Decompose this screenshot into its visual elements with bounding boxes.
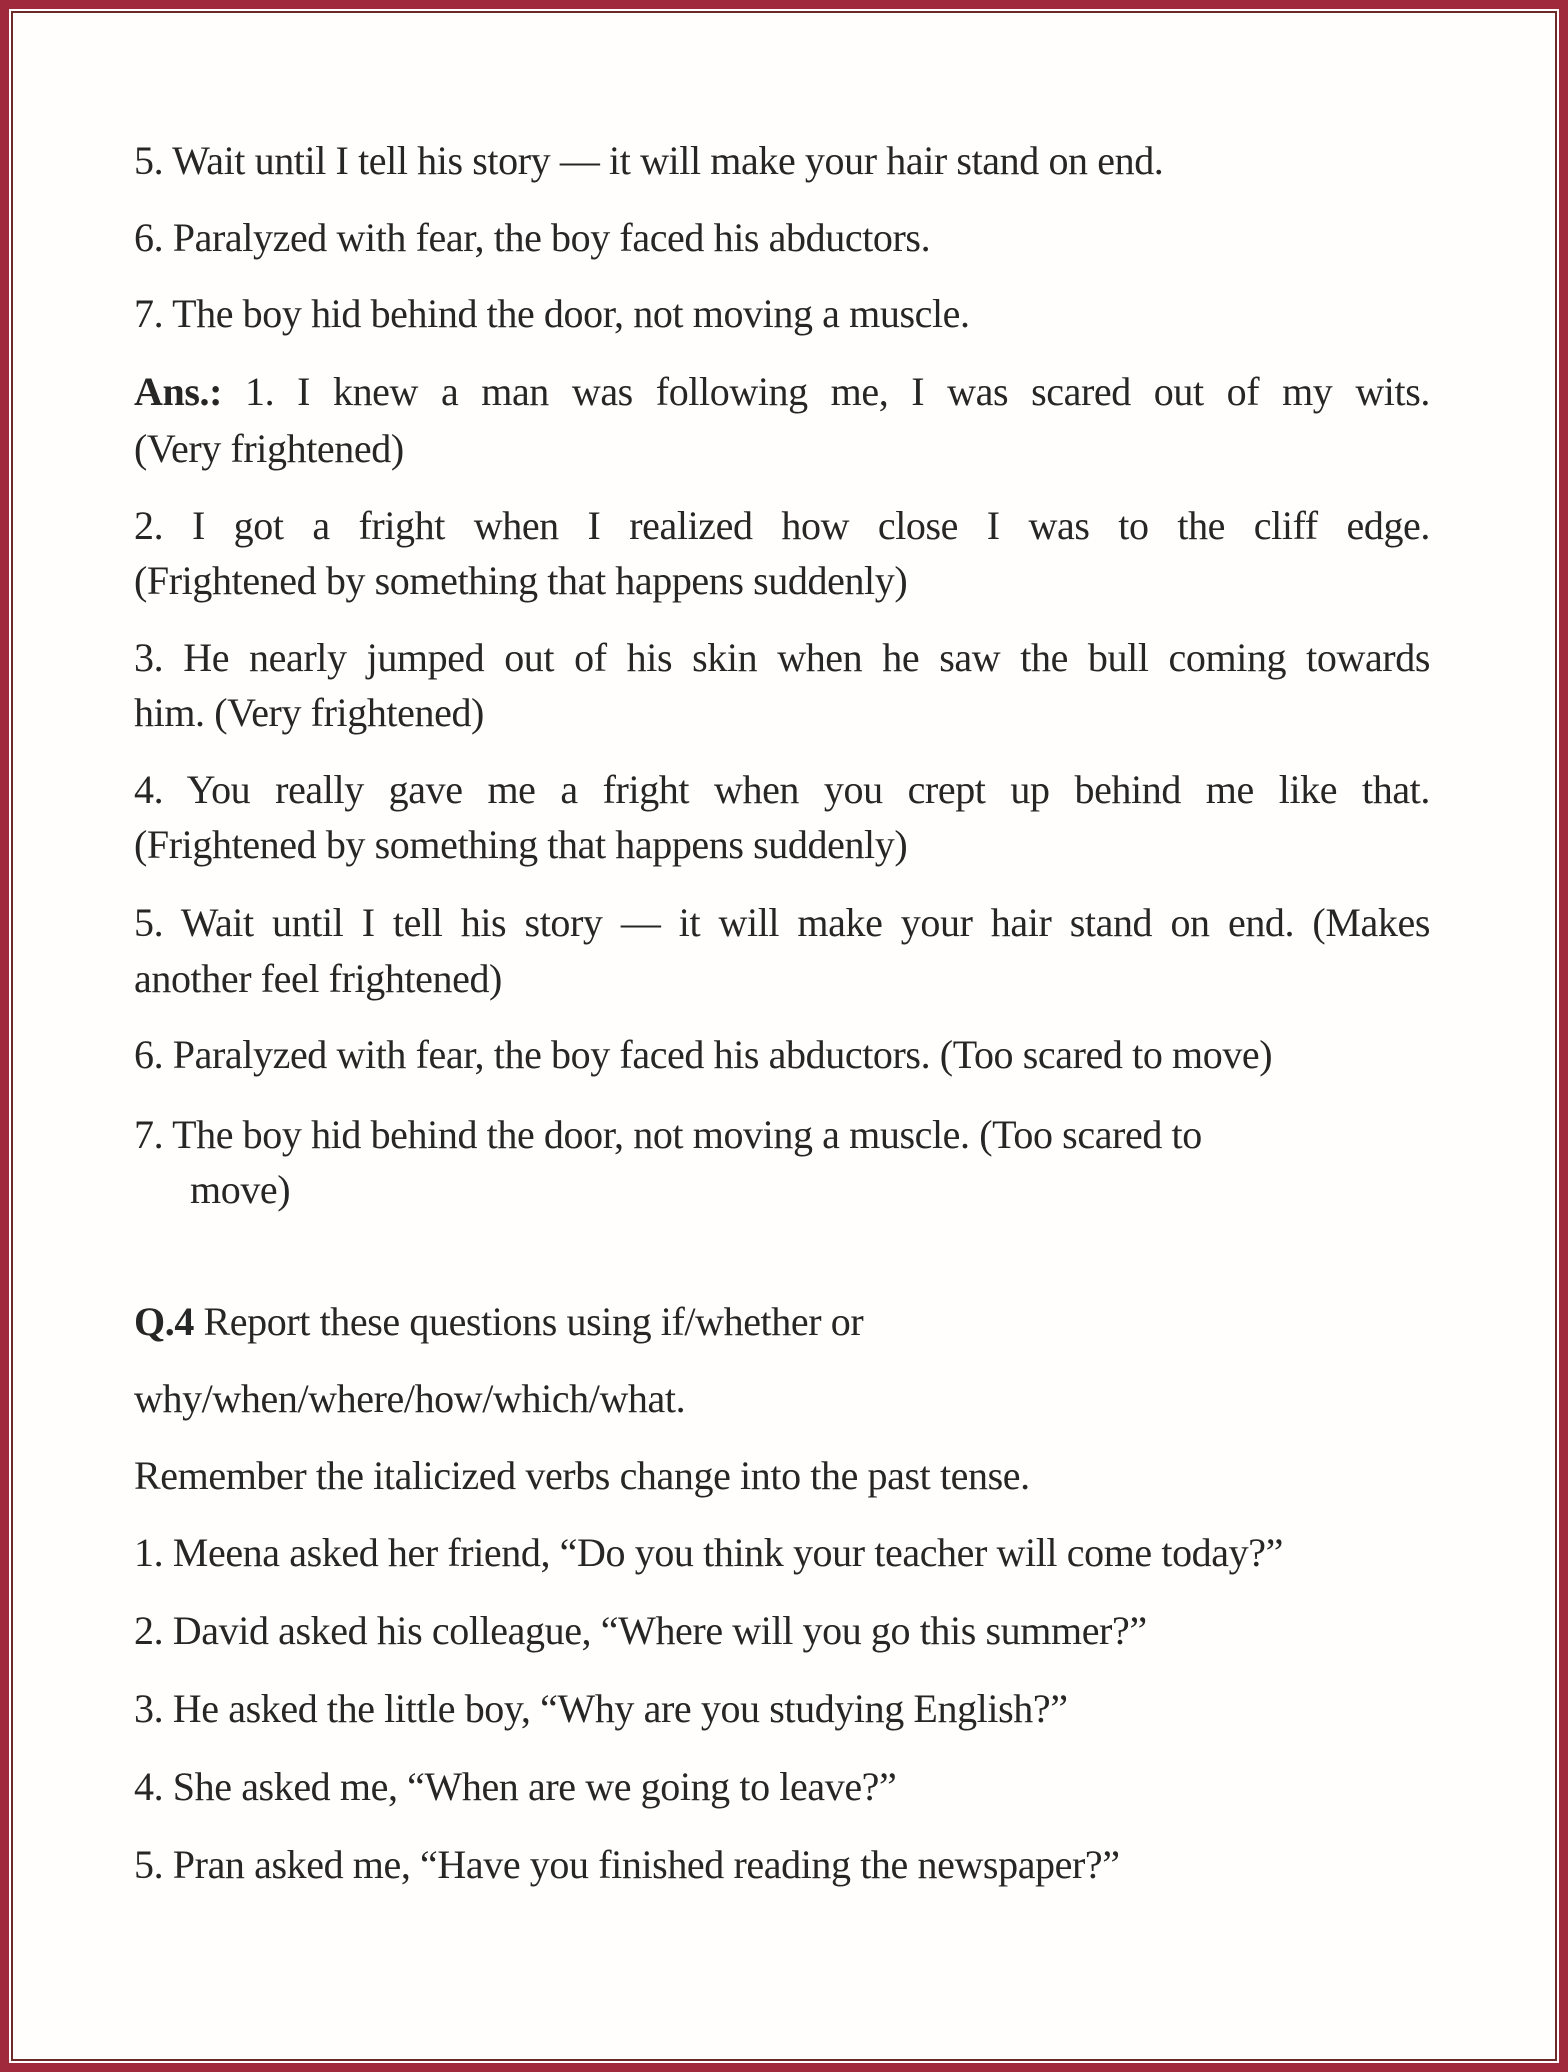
q4-instruction-line-1	[134, 1294, 1430, 1350]
answer-1-line-2: (Very frightened)	[134, 426, 404, 471]
answer-1-line-1	[134, 364, 1430, 420]
answer-2-line-1: 2. I got a fright when I realized how close I was to the cliff edge.	[134, 503, 1430, 548]
q4-item-1: 1. Meena asked her friend, “Do you think your teacher will come today?”	[134, 1530, 1283, 1575]
answer-1-text: 1. I knew a man was following me, I was scared out of my wits.	[222, 369, 1430, 414]
answer-label: Ans.:	[134, 369, 223, 414]
q4-item-4: 4. She asked me, “When are we going to leave?”	[134, 1764, 897, 1809]
answer-5-line-1: 5. Wait until I tell his story — it will make your hair stand on end. (Makes	[134, 900, 1430, 945]
q4-item-2: 2. David asked his colleague, “Where will you go this summer?”	[134, 1608, 1147, 1653]
q4-item-5: 5. Pran asked me, “Have you finished reading the newspaper?”	[134, 1842, 1120, 1887]
question-item-7: 7. The boy hid behind the door, not moving a muscle.	[134, 291, 970, 336]
answer-7-line-1: 7. The boy hid behind the door, not moving a muscle. (Too scared to	[134, 1112, 1202, 1157]
answer-5-line-2: another feel frightened)	[134, 956, 502, 1001]
q4-label: Q.4	[134, 1299, 194, 1344]
answer-3-line-1: 3. He nearly jumped out of his skin when he saw the bull coming towards	[134, 635, 1430, 680]
question-item-6: 6. Paralyzed with fear, the boy faced his abductors.	[134, 215, 931, 260]
question-item-5: 5. Wait until I tell his story — it will make your hair stand on end.	[134, 138, 1164, 183]
q4-note: Remember the italicized verbs change into the past tense.	[134, 1453, 1030, 1498]
q4-instruction-line-2: why/when/where/how/which/what.	[134, 1376, 686, 1421]
answer-4-line-1: 4. You really gave me a fright when you crept up behind me like that.	[134, 767, 1430, 812]
answer-2-line-2: (Frightened by something that happens suddenly)	[134, 558, 908, 603]
q4-instruction-text: Report these questions using if/whether or	[193, 1299, 864, 1344]
answer-7-line-2: move)	[190, 1167, 291, 1212]
answer-3-line-2: him. (Very frightened)	[134, 690, 484, 735]
q4-item-3: 3. He asked the little boy, “Why are you studying English?”	[134, 1686, 1068, 1731]
answer-4-line-2: (Frightened by something that happens suddenly)	[134, 822, 908, 867]
answer-6: 6. Paralyzed with fear, the boy faced his abductors. (Too scared to move)	[134, 1032, 1273, 1077]
